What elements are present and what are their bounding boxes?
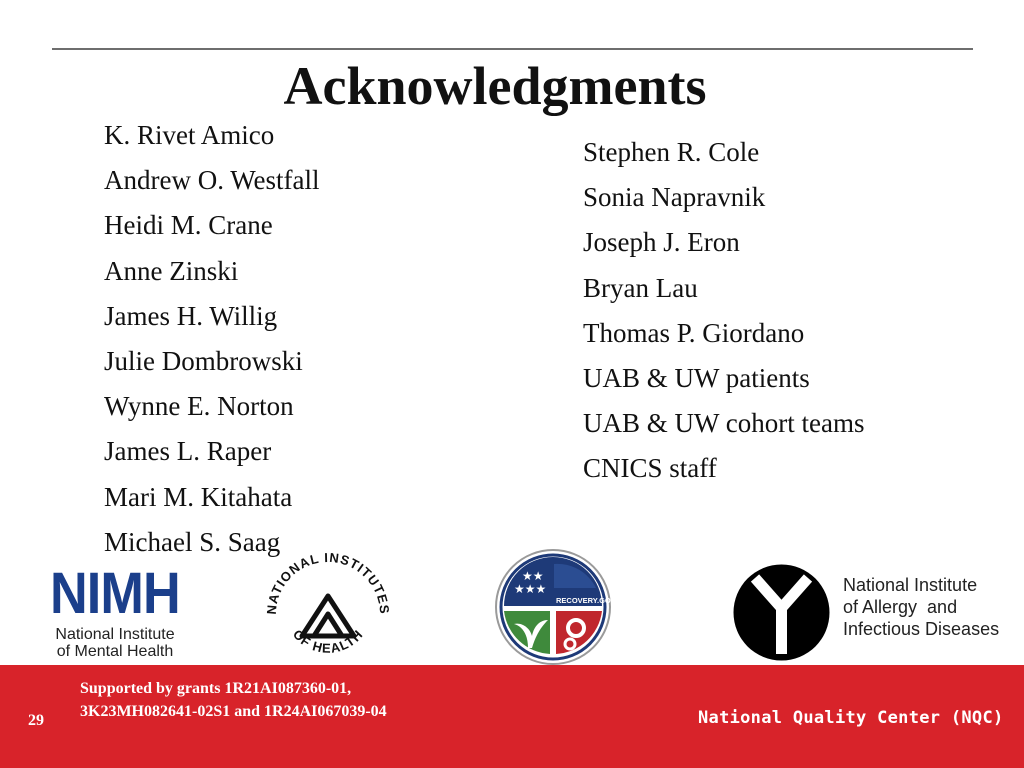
svg-text:★★★: ★★★	[514, 582, 547, 596]
list-item: Thomas P. Giordano	[583, 317, 805, 348]
nih-bottom-arc-text: OF HEALTH	[289, 626, 367, 656]
nih-logo	[262, 552, 392, 667]
list-item: UAB & UW patients	[583, 363, 810, 394]
list-item: Sonia Napravnik	[583, 182, 766, 213]
niaid-line-1: National Institute	[843, 575, 978, 595]
nqc-logo-text: National Quality Center (NQC)	[698, 708, 1004, 728]
nimh-letters: NIMH	[50, 561, 180, 626]
list-item: Joseph J. Eron	[583, 227, 740, 258]
niaid-line-2: of Allergy and	[843, 597, 958, 617]
list-item: CNICS staff	[583, 453, 717, 484]
recovery-seal-icon	[492, 548, 614, 666]
list-item: K. Rivet Amico	[104, 120, 275, 150]
niaid-line-3: Infectious Diseases	[843, 619, 1000, 639]
list-item: UAB & UW cohort teams	[583, 408, 865, 439]
list-item: James H. Willig	[104, 300, 278, 331]
niaid-logo-text	[843, 574, 999, 640]
list-item: Heidi M. Crane	[104, 210, 273, 241]
list-item: Wynne E. Norton	[104, 391, 294, 422]
nih-seal-icon	[262, 552, 392, 667]
list-item: Mari M. Kitahata	[104, 481, 293, 512]
nimh-logo	[50, 562, 185, 662]
niaid-logo-mark	[733, 564, 830, 661]
left-name-list	[104, 113, 320, 565]
recovery-logo	[492, 548, 614, 666]
top-divider	[52, 48, 973, 50]
list-item: Anne Zinski	[104, 255, 239, 286]
list-item: Bryan Lau	[583, 272, 698, 303]
list-item: James L. Raper	[104, 436, 272, 467]
list-item: Stephen R. Cole	[583, 137, 760, 167]
svg-text:★★: ★★	[522, 569, 544, 583]
antibody-icon	[733, 564, 830, 661]
slide-number: 29	[28, 712, 44, 729]
nimh-line-2: of Mental Health	[56, 643, 174, 660]
grant-support-text	[80, 677, 387, 723]
right-name-list	[583, 130, 864, 492]
nimh-line-1: National Institute	[55, 626, 175, 643]
list-item: Julie Dombrowski	[104, 346, 303, 377]
nih-top-arc-text: NATIONAL INSTITUTES	[263, 552, 392, 616]
list-item: Michael S. Saag	[104, 526, 281, 557]
grant-line-1: Supported by grants 1R21AI087360-01,	[80, 680, 352, 697]
list-item: Andrew O. Westfall	[104, 165, 320, 196]
svg-text:NATIONAL INSTITUTES	[264, 552, 392, 615]
grant-line-2: 3K23MH082641-02S1 and 1R24AI067039-04	[80, 703, 387, 720]
recovery-label: RECOVERY.GOV	[556, 596, 614, 605]
svg-text:OF HEALTH	[290, 627, 366, 656]
slide-title: Acknowledgments	[283, 56, 707, 116]
